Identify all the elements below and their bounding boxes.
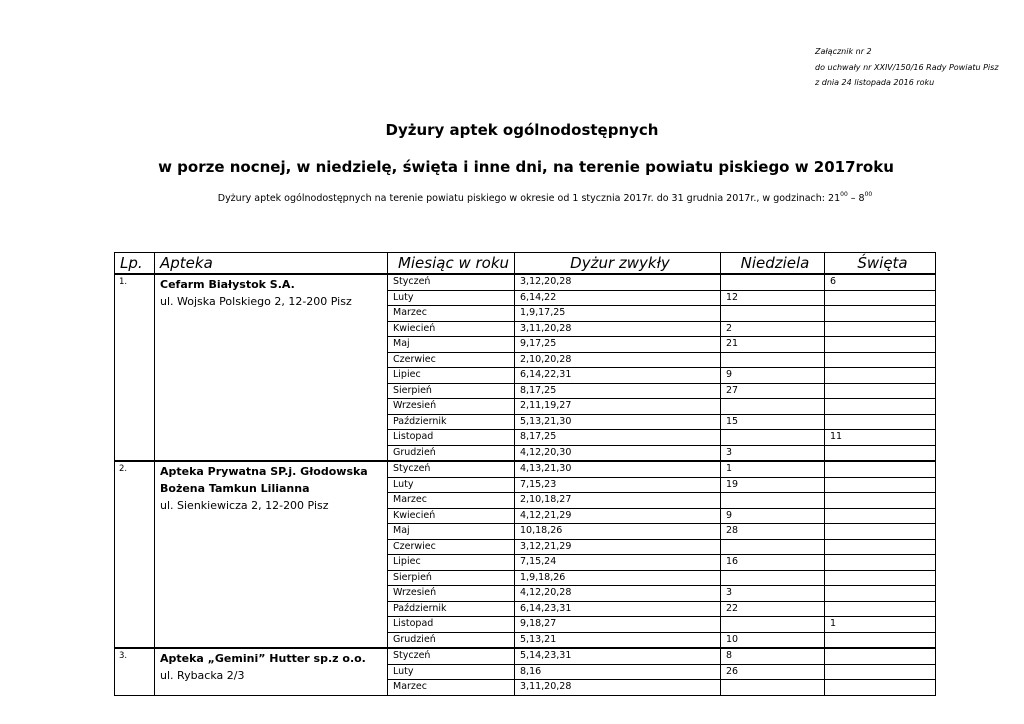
month-cell: Maj — [388, 337, 515, 353]
month-cell: Maj — [388, 524, 515, 540]
sunday-cell: 8 — [721, 648, 825, 664]
holiday-cell — [825, 290, 936, 306]
annex-line-3: z dnia 24 listopada 2016 roku — [815, 78, 935, 87]
holiday-cell — [825, 586, 936, 602]
month-cell: Lipiec — [388, 368, 515, 384]
row-number: 2. — [115, 461, 155, 648]
sunday-cell: 10 — [721, 632, 825, 648]
month-cell: Czerwiec — [388, 539, 515, 555]
sunday-cell: 28 — [721, 524, 825, 540]
month-cell: Lipiec — [388, 555, 515, 571]
holiday-cell — [825, 632, 936, 648]
pharmacy-name: Apteka „Gemini” Hutter sp.z o.o. — [160, 652, 366, 665]
intro-dash: – 8 — [847, 193, 865, 204]
regular-duty-cell: 4,12,21,29 — [515, 508, 721, 524]
holiday-cell: 11 — [825, 430, 936, 446]
regular-duty-cell: 3,12,20,28 — [515, 274, 721, 290]
regular-duty-cell: 3,12,21,29 — [515, 539, 721, 555]
month-cell: Listopad — [388, 430, 515, 446]
table-row — [115, 274, 936, 290]
holiday-cell — [825, 337, 936, 353]
header-sunday: Niedziela — [721, 253, 825, 275]
annex-line-2: do uchwały nr XXIV/150/16 Rady Powiatu Pisz — [815, 62, 999, 72]
header-holidays: Święta — [825, 253, 936, 275]
sunday-cell: 1 — [721, 461, 825, 477]
holiday-cell — [825, 368, 936, 384]
month-cell: Grudzień — [388, 445, 515, 461]
holiday-cell — [825, 477, 936, 493]
month-cell: Luty — [388, 290, 515, 306]
sunday-cell: 12 — [721, 290, 825, 306]
intro-sup-end: 00 — [864, 191, 873, 198]
sunday-cell: 21 — [721, 337, 825, 353]
sunday-cell — [721, 306, 825, 322]
intro-sup-start: 00 — [840, 191, 848, 198]
sunday-cell — [721, 352, 825, 368]
holiday-cell — [825, 493, 936, 509]
holiday-cell — [825, 399, 936, 415]
regular-duty-cell: 6,14,22 — [515, 290, 721, 306]
holiday-cell — [825, 555, 936, 571]
intro-text — [0, 193, 1024, 204]
sunday-cell: 15 — [721, 414, 825, 430]
regular-duty-cell: 9,17,25 — [515, 337, 721, 353]
document-title: Dyżury aptek ogólnodostępnych — [385, 121, 659, 139]
month-cell: Styczeń — [388, 274, 515, 290]
holiday-cell — [825, 352, 936, 368]
pharmacy-name: Cefarm Białystok S.A. — [160, 278, 295, 291]
document-subtitle: w porze nocnej, w niedzielę, święta i inne dni, na terenie powiatu piskiego w 2017roku — [158, 158, 894, 176]
pharmacy-name: Apteka Prywatna SP.j. Głodowska Bożena Tamkun Lilianna — [160, 465, 368, 495]
pharmacy-cell — [155, 648, 388, 695]
month-cell: Czerwiec — [388, 352, 515, 368]
sunday-cell: 19 — [721, 477, 825, 493]
sunday-cell — [721, 430, 825, 446]
holiday-cell — [825, 445, 936, 461]
regular-duty-cell: 10,18,26 — [515, 524, 721, 540]
regular-duty-cell: 4,12,20,28 — [515, 586, 721, 602]
annex-note — [815, 44, 999, 91]
sunday-cell — [721, 399, 825, 415]
regular-duty-cell: 8,16 — [515, 664, 721, 680]
regular-duty-cell: 1,9,17,25 — [515, 306, 721, 322]
sunday-cell — [721, 570, 825, 586]
sunday-cell — [721, 274, 825, 290]
table-row — [115, 461, 936, 477]
month-cell: Marzec — [388, 306, 515, 322]
regular-duty-cell: 2,11,19,27 — [515, 399, 721, 415]
pharmacy-address: ul. Rybacka 2/3 — [160, 669, 245, 682]
month-cell: Październik — [388, 601, 515, 617]
holiday-cell — [825, 680, 936, 696]
regular-duty-cell: 3,11,20,28 — [515, 321, 721, 337]
sunday-cell: 26 — [721, 664, 825, 680]
month-cell: Marzec — [388, 680, 515, 696]
pharmacy-cell — [155, 461, 388, 648]
pharmacy-group — [115, 648, 936, 695]
regular-duty-cell: 2,10,20,28 — [515, 352, 721, 368]
header-regular-duty: Dyżur zwykły — [515, 253, 721, 275]
header-apteka: Apteka — [155, 253, 388, 275]
regular-duty-cell: 1,9,18,26 — [515, 570, 721, 586]
sunday-cell: 27 — [721, 383, 825, 399]
month-cell: Luty — [388, 477, 515, 493]
month-cell: Wrzesień — [388, 399, 515, 415]
pharmacy-group — [115, 274, 936, 461]
month-cell: Luty — [388, 664, 515, 680]
regular-duty-cell: 8,17,25 — [515, 430, 721, 446]
intro-main: Dyżury aptek ogólnodostępnych na terenie powiatu piskiego w okresie od 1 stycznia 2017r. do 31 grudnia 2017r., w godzinach: 21 — [217, 193, 841, 204]
row-number: 3. — [115, 648, 155, 695]
holiday-cell — [825, 461, 936, 477]
row-number: 1. — [115, 274, 155, 461]
holiday-cell — [825, 306, 936, 322]
month-cell: Grudzień — [388, 632, 515, 648]
table-row — [115, 648, 936, 664]
holiday-cell: 1 — [825, 617, 936, 633]
sunday-cell: 3 — [721, 445, 825, 461]
header-month: Miesiąc w roku — [388, 253, 515, 275]
holiday-cell — [825, 601, 936, 617]
sunday-cell: 9 — [721, 368, 825, 384]
holiday-cell — [825, 524, 936, 540]
regular-duty-cell: 5,13,21,30 — [515, 414, 721, 430]
regular-duty-cell: 6,14,22,31 — [515, 368, 721, 384]
duty-table — [114, 252, 936, 696]
header-lp: Lp. — [115, 253, 155, 275]
regular-duty-cell: 6,14,23,31 — [515, 601, 721, 617]
sunday-cell: 22 — [721, 601, 825, 617]
month-cell: Wrzesień — [388, 586, 515, 602]
month-cell: Październik — [388, 414, 515, 430]
regular-duty-cell: 7,15,23 — [515, 477, 721, 493]
sunday-cell — [721, 617, 825, 633]
month-cell: Kwiecień — [388, 321, 515, 337]
month-cell: Marzec — [388, 493, 515, 509]
sunday-cell: 3 — [721, 586, 825, 602]
month-cell: Sierpień — [388, 383, 515, 399]
sunday-cell: 9 — [721, 508, 825, 524]
pharmacy-cell — [155, 274, 388, 461]
regular-duty-cell: 7,15,24 — [515, 555, 721, 571]
month-cell: Listopad — [388, 617, 515, 633]
regular-duty-cell: 3,11,20,28 — [515, 680, 721, 696]
sunday-cell: 16 — [721, 555, 825, 571]
holiday-cell — [825, 648, 936, 664]
pharmacy-group — [115, 461, 936, 648]
regular-duty-cell: 2,10,18,27 — [515, 493, 721, 509]
regular-duty-cell: 4,12,20,30 — [515, 445, 721, 461]
holiday-cell — [825, 570, 936, 586]
regular-duty-cell: 9,18,27 — [515, 617, 721, 633]
holiday-cell — [825, 539, 936, 555]
regular-duty-cell: 5,13,21 — [515, 632, 721, 648]
regular-duty-cell: 5,14,23,31 — [515, 648, 721, 664]
sunday-cell — [721, 493, 825, 509]
regular-duty-cell: 8,17,25 — [515, 383, 721, 399]
regular-duty-cell: 4,13,21,30 — [515, 461, 721, 477]
holiday-cell — [825, 508, 936, 524]
holiday-cell — [825, 414, 936, 430]
holiday-cell — [825, 664, 936, 680]
pharmacy-address: ul. Wojska Polskiego 2, 12-200 Pisz — [160, 295, 352, 308]
month-cell: Sierpień — [388, 570, 515, 586]
pharmacy-address: ul. Sienkiewicza 2, 12-200 Pisz — [160, 499, 329, 512]
sunday-cell — [721, 539, 825, 555]
month-cell: Kwiecień — [388, 508, 515, 524]
sunday-cell — [721, 680, 825, 696]
header-row — [115, 253, 936, 275]
month-cell: Styczeń — [388, 648, 515, 664]
sunday-cell: 2 — [721, 321, 825, 337]
holiday-cell — [825, 321, 936, 337]
holiday-cell — [825, 383, 936, 399]
annex-line-1: Załącznik nr 2 — [815, 47, 872, 56]
month-cell: Styczeń — [388, 461, 515, 477]
holiday-cell: 6 — [825, 274, 936, 290]
